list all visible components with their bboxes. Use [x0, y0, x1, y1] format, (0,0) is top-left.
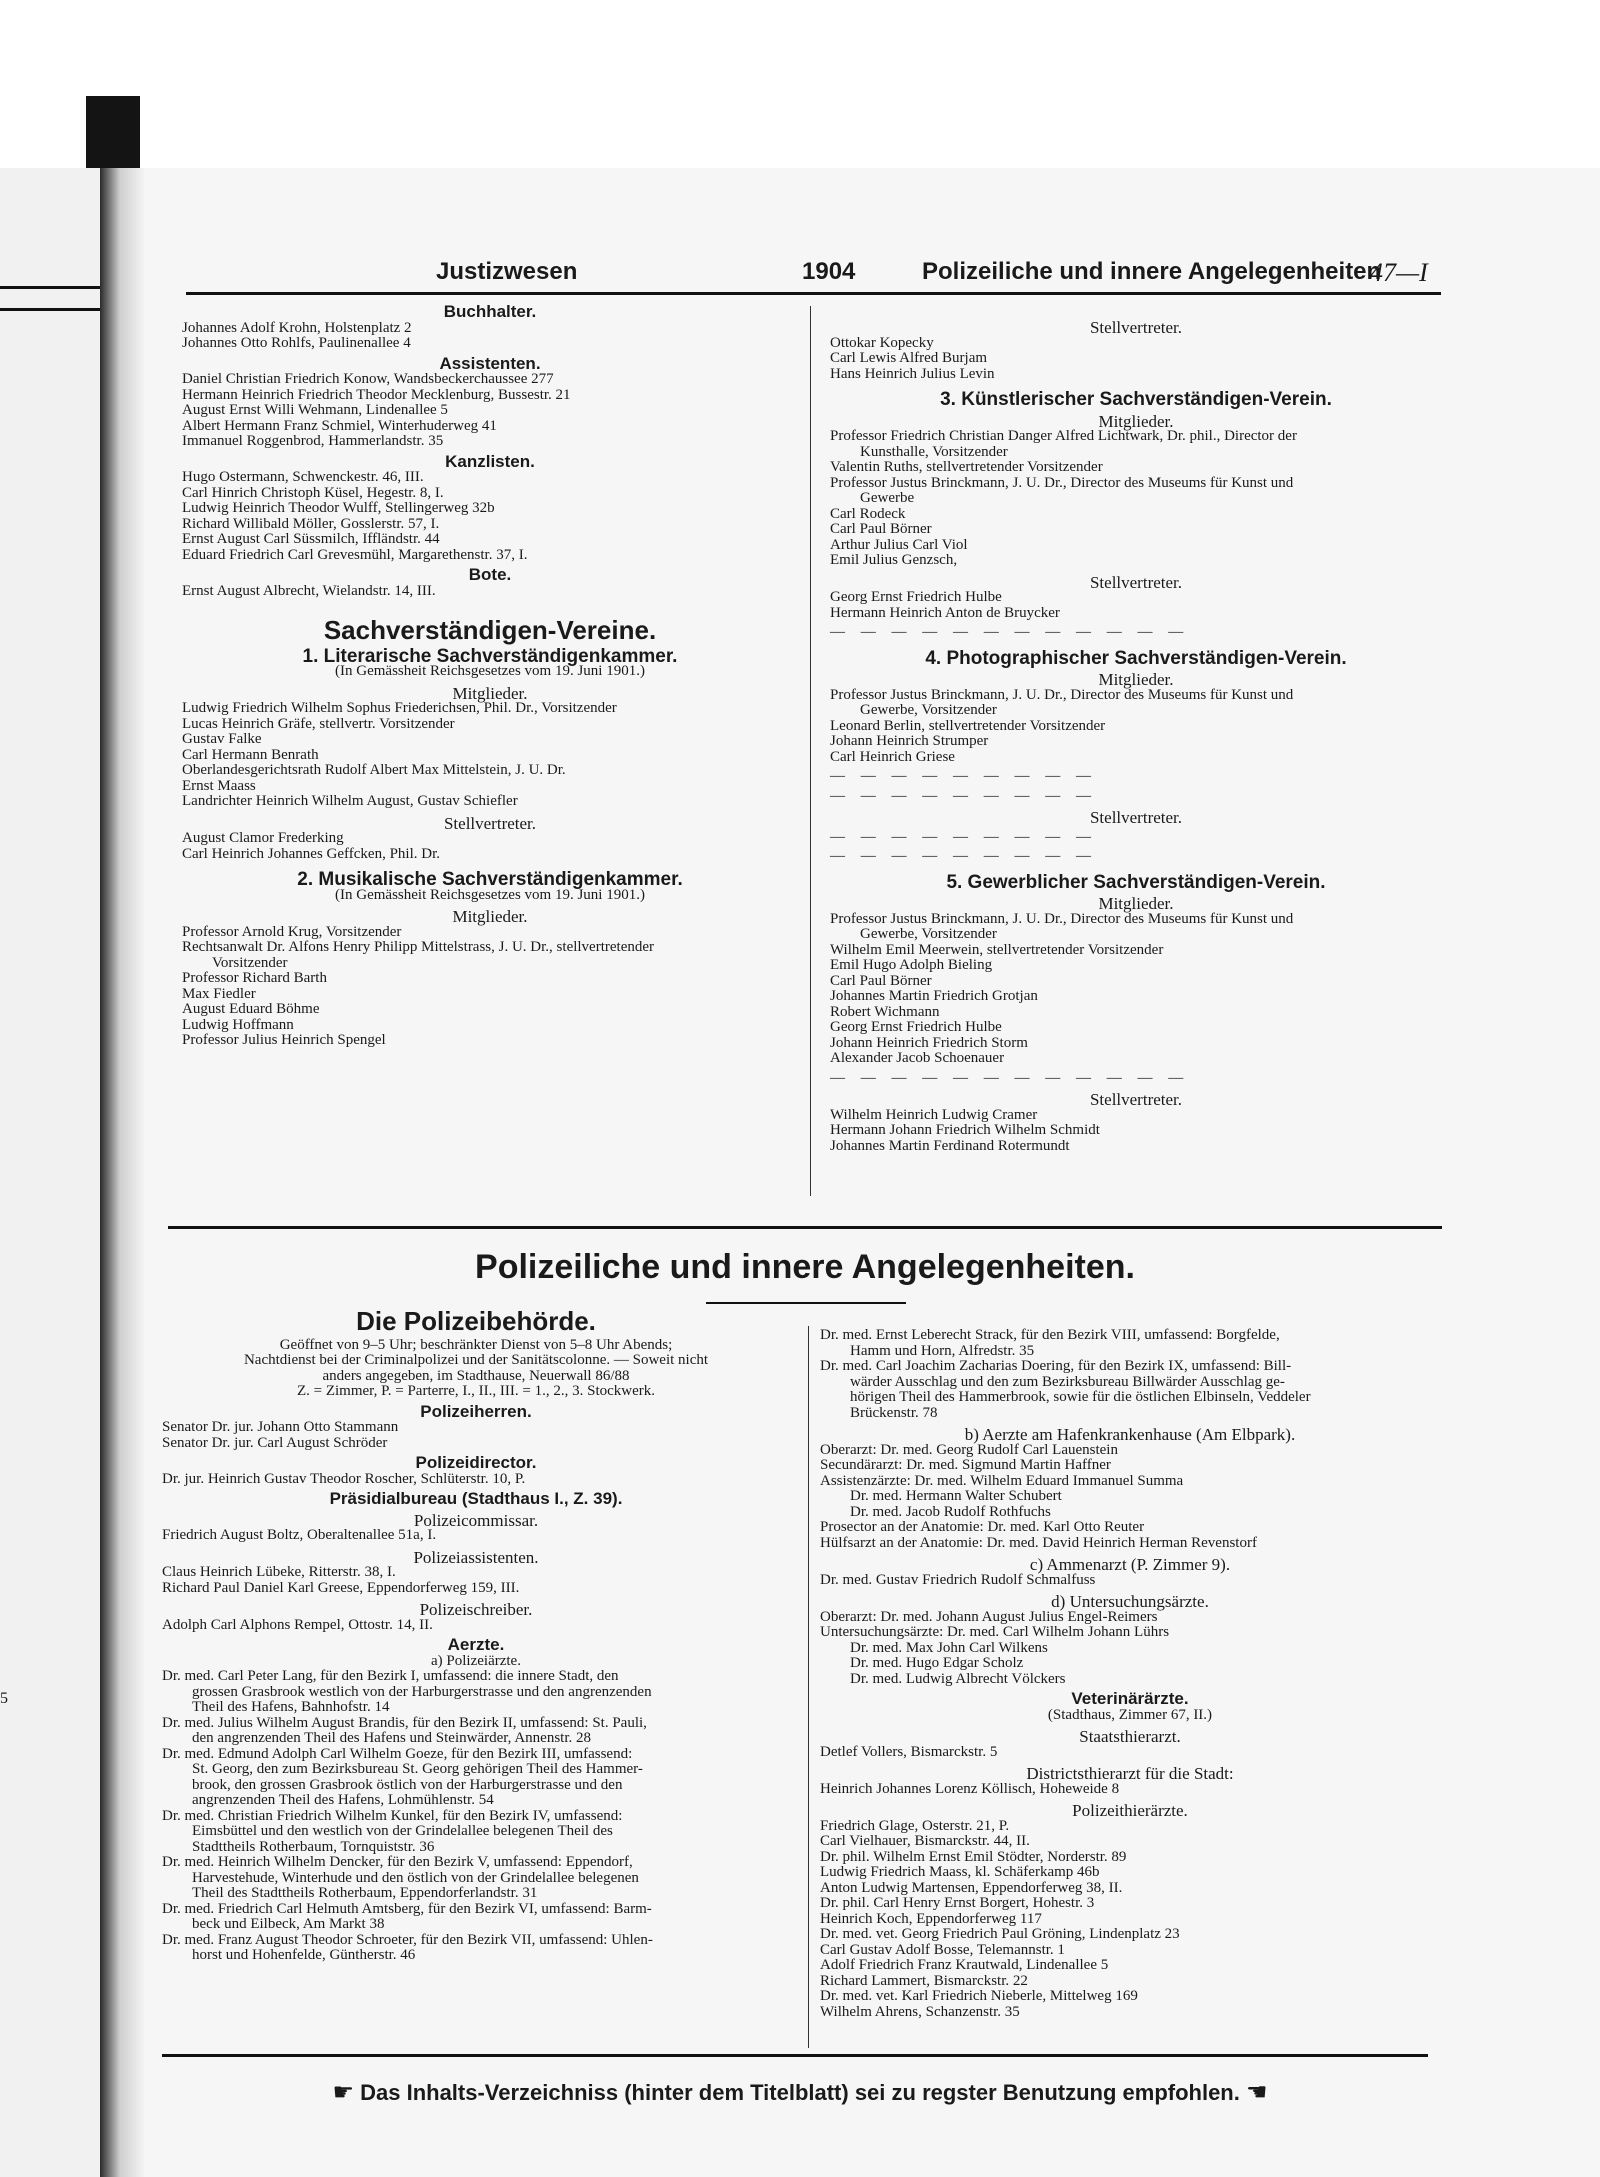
column-bottom-right [820, 1328, 1440, 2020]
entry-line: Albert Hermann Franz Schmiel, Winterhuderweg 41 [182, 417, 497, 434]
subheading: Mitglieder. [452, 683, 528, 703]
entry-line: Leonard Berlin, stellvertretender Vorsitzender [830, 717, 1106, 734]
subheading: Polizeischreiber. [419, 1600, 533, 1619]
entry-line: Anton Ludwig Martensen, Eppendorferweg 38, II. [820, 1879, 1123, 1896]
entry-line: Prosector an der Anatomie: Dr. med. Karl Otto Reuter [820, 1519, 1145, 1535]
entry-line: Dr. med. Hugo Edgar Scholz [850, 1655, 1024, 1671]
entry-line: Max Fiedler [182, 985, 256, 1002]
entry-line: Professor Friedrich Christian Danger Alfred Lichtwark, Dr. phil., Director der [830, 428, 1297, 444]
entry-line: Senator Dr. jur. Johann Otto Stammann [162, 1419, 399, 1435]
entry-line: Dr. med. Gustav Friedrich Rudolf Schmalfuss [820, 1571, 1096, 1588]
footer-text: Das Inhalts-Verzeichniss (hinter dem Titelblatt) sei zu regster Benutzung empfohlen. [360, 2080, 1240, 2105]
entry-line: Hugo Ostermann, Schwenckestr. 46, III. [182, 469, 424, 485]
entry-line: Daniel Christian Friedrich Konow, Wandsbeckerchaussee 277 [182, 371, 554, 387]
entry-line: Johannes Martin Ferdinand Rotermundt [830, 1137, 1070, 1154]
entry-line: Carl Gustav Adolf Bosse, Telemannstr. 1 [820, 1941, 1065, 1958]
entry-line: Dr. phil. Wilhelm Ernst Emil Stödter, Norderstr. 89 [820, 1848, 1127, 1865]
entry-line: — — — — — — — — — [830, 848, 1097, 864]
entry-line: angrenzenden Theil des Hafens, Lohmühlenstr. 54 [192, 1792, 494, 1808]
entry-line: August Eduard Böhme [182, 1001, 320, 1017]
section-heading: Polizeidirector. [415, 1453, 537, 1472]
entry-line: Oberarzt: Dr. med. Georg Rudolf Carl Lauenstein [820, 1441, 1118, 1458]
entry-line: Carl Rodeck [830, 505, 906, 522]
subheading: Districtsthierarzt für die Stadt: [1026, 1764, 1234, 1783]
entry-line: Untersuchungsärzte: Dr. med. Carl Wilhelm Johann Lührs [820, 1624, 1170, 1640]
entry-line: — — — — — — — — — [830, 787, 1097, 804]
entry-line: Gewerbe, Vorsitzender [860, 926, 997, 942]
section-heading: Sachverständigen-Vereine. [323, 615, 657, 645]
entry-line: Hermann Johann Friedrich Wilhelm Schmidt [830, 1122, 1100, 1138]
entry-line: Dr. jur. Heinrich Gustav Theodor Roscher, Schlüterstr. 10, P. [162, 1470, 526, 1487]
entry-line: Dr. med. vet. Georg Friedrich Paul Gröning, Lindenplatz 23 [820, 1926, 1180, 1942]
entry-line: Hermann Heinrich Friedrich Theodor Mecklenburg, Bussestr. 21 [182, 386, 571, 403]
entry-line: (In Gemässheit Reichsgesetzes vom 19. Juni 1901.) [335, 886, 645, 903]
entry-line: Lucas Heinrich Gräfe, stellvertr. Vorsitzender [182, 715, 455, 732]
entry-line: Ottokar Kopecky [830, 334, 934, 351]
left-page-rule [0, 308, 100, 311]
entry-line: — — — — — — — — — — — — [830, 1069, 1190, 1086]
entry-line: anders angegeben, im Stadthause, Neuerwall 86/88 [322, 1367, 630, 1384]
entry-line: Dr. med. Heinrich Wilhelm Dencker, für den Bezirk V, umfassend: Eppendorf, [162, 1854, 633, 1870]
column-separator [808, 1326, 809, 2048]
section-heading: 4. Photographischer Sachverständigen-Verein. [925, 647, 1347, 669]
entry-line: Johann Heinrich Strumper [830, 733, 989, 749]
entry-line: St. Georg, den zum Bezirksbureau St. Georg gehörigen Theil des Hammer- [192, 1761, 643, 1777]
entry-line: Hamm und Horn, Alfredstr. 35 [850, 1342, 1035, 1359]
entry-line: Secundärarzt: Dr. med. Sigmund Martin Haffner [820, 1457, 1111, 1473]
subheading: Staatsthierarzt. [1079, 1727, 1181, 1746]
entry-line: Johann Heinrich Friedrich Storm [830, 1034, 1028, 1051]
entry-line: grossen Grasbrook westlich von der Harburgerstrasse und den angrenzenden [192, 1683, 652, 1700]
entry-line: Richard Paul Daniel Karl Greese, Eppendorferweg 159, III. [162, 1579, 520, 1596]
section-heading: Polizeiherren. [420, 1401, 532, 1421]
entry-line: Carl Lewis Alfred Burjam [830, 350, 988, 366]
section-heading: Die Polizeibehörde. [356, 1306, 596, 1336]
section-heading: Präsidialbureau (Stadthaus I., Z. 39). [329, 1489, 623, 1508]
entry-line: Heinrich Koch, Eppendorferweg 117 [820, 1910, 1042, 1927]
entry-line: Professor Justus Brinckmann, J. U. Dr., Director des Museums für Kunst und [830, 910, 1294, 927]
subheading: Mitglieder. [1098, 894, 1174, 913]
entry-line: Arthur Julius Carl Viol [830, 536, 968, 553]
entry-line: Professor Justus Brinckmann, J. U. Dr., Director des Museums für Kunst und [830, 474, 1294, 491]
pointing-hand-left-icon: ☚ [1246, 2079, 1268, 2106]
entry-line: Senator Dr. jur. Carl August Schröder [162, 1434, 388, 1451]
entry-line: Dr. med. Ernst Leberecht Strack, für den Bezirk VIII, umfassend: Borgfelde, [820, 1327, 1280, 1343]
header-year: 1904 [802, 258, 856, 285]
entry-line: — — — — — — — — — [830, 828, 1097, 845]
entry-line: Wilhelm Heinrich Ludwig Cramer [830, 1106, 1038, 1123]
entry-line: Carl Vielhauer, Bismarckstr. 44, II. [820, 1833, 1030, 1849]
section-heading: 1. Literarische Sachverständigenkammer. [302, 645, 678, 667]
subheading: c) Ammenarzt (P. Zimmer 9). [1029, 1555, 1231, 1574]
entry-line: Dr. phil. Carl Henry Ernst Borgert, Hohestr. 3 [820, 1895, 1095, 1911]
entry-line: August Clamor Frederking [182, 830, 344, 846]
entry-line: Friedrich Glage, Osterstr. 21, P. [820, 1817, 1010, 1834]
entry-line: Hans Heinrich Julius Levin [830, 365, 995, 382]
column-top-right [830, 314, 1442, 1154]
entry-line: Johannes Martin Friedrich Grotjan [830, 988, 1038, 1004]
entry-line: Harvestehude, Winterhude und den östlich von der Grindelallee belegenen [192, 1869, 639, 1886]
entry-line: Adolph Carl Alphons Rempel, Ottostr. 14, II. [162, 1616, 433, 1633]
entry-line: beck und Eilbeck, Am Markt 38 [192, 1916, 385, 1932]
entry-line: Gewerbe, Vorsitzender [860, 702, 997, 718]
entry-line: (In Gemässheit Reichsgesetzes vom 19. Juni 1901.) [335, 663, 645, 679]
header-rule [186, 292, 1441, 295]
entry-line: Gustav Falke [182, 731, 262, 747]
entry-line: Dr. med. Edmund Adolph Carl Wilhelm Goeze, für den Bezirk III, umfassend: [162, 1745, 633, 1762]
entry-line: Carl Paul Börner [830, 972, 932, 989]
column-top-left [182, 300, 798, 1049]
entry-line: — — — — — — — — — [830, 768, 1097, 784]
entry-line: Richard Lammert, Bismarckstr. 22 [820, 1972, 1028, 1989]
entry-line: Dr. med. Carl Joachim Zacharias Doering, für den Bezirk IX, umfassend: Bill- [820, 1358, 1292, 1374]
book-spine-shadow [86, 96, 140, 168]
entry-line: Professor Justus Brinckmann, J. U. Dr., Director des Museums für Kunst und [830, 686, 1294, 703]
entry-line: brook, den grossen Grasbrook östlich von der Harburgerstrasse und den [192, 1776, 623, 1793]
entry-line: Theil des Stadttheils Rotherbaum, Eppendorferlandstr. 31 [192, 1885, 538, 1901]
section-heading: 3. Künstlerischer Sachverständigen-Verein. [940, 389, 1332, 410]
running-header [186, 258, 1441, 294]
entry-line: Heinrich Johannes Lorenz Köllisch, Hoheweide 8 [820, 1780, 1120, 1797]
entry-line: Wilhelm Ahrens, Schanzenstr. 35 [820, 2003, 1020, 2020]
entry-line: (Stadthaus, Zimmer 67, II.) [1047, 1706, 1213, 1723]
section-heading: Aerzte. [447, 1635, 505, 1654]
entry-line: Dr. med. Jacob Rudolf Rothfuchs [850, 1503, 1051, 1520]
entry-line: Immanuel Roggenbrod, Hammerlandstr. 35 [182, 433, 444, 449]
subheading: Mitglieder. [452, 907, 528, 926]
section-heading: Veterinärärzte. [1071, 1689, 1189, 1708]
entry-line: Ludwig Friedrich Maass, kl. Schäferkamp 46b [820, 1864, 1100, 1880]
entry-line: Georg Ernst Friedrich Hulbe [830, 1019, 1002, 1035]
entry-line: Ernst Maass [182, 777, 256, 794]
left-page-number: 5 [0, 1690, 8, 1707]
pointing-hand-right-icon: ☛ [332, 2079, 354, 2106]
subheading: Polizeicommissar. [413, 1510, 539, 1530]
entry-line: Richard Willibald Möller, Gosslerstr. 57, I. [182, 515, 440, 532]
footer-rule [162, 2054, 1428, 2057]
section-divider [168, 1226, 1442, 1229]
entry-line: Ludwig Heinrich Theodor Wulff, Stellingerweg 32b [182, 500, 495, 516]
entry-line: Georg Ernst Friedrich Hulbe [830, 589, 1002, 605]
subheading: Polizeithierärzte. [1072, 1801, 1188, 1820]
section-heading: 2. Musikalische Sachverständigenkammer. [297, 869, 683, 890]
entry-line: Oberlandesgerichtsrath Rudolf Albert Max Mittelstein, J. U. Dr. [182, 762, 566, 778]
header-left: Justizwesen [436, 258, 578, 285]
entry-line: Emil Julius Genzsch, [830, 552, 958, 568]
entry-line: Stadttheils Rotherbaum, Tornquiststr. 36 [192, 1838, 435, 1855]
entry-line: Dr. med. Carl Peter Lang, für den Bezirk I, umfassend: die innere Stadt, den [162, 1668, 619, 1684]
entry-line: Nachtdienst bei der Criminalpolizei und der Sanitätscolonne. — Soweit nicht [243, 1352, 709, 1368]
subheading: Stellvertreter. [1089, 318, 1183, 337]
entry-line: hörigen Theil des Hammerbrook, sowie für die östlichen Elbinseln, Veddeler [850, 1389, 1311, 1405]
entry-line: Carl Heinrich Griese [830, 748, 955, 765]
column-bottom-left [162, 1290, 790, 1964]
entry-line: Assistenzärzte: Dr. med. Wilhelm Eduard Immanuel Summa [820, 1472, 1184, 1489]
entry-line: Ludwig Friedrich Wilhelm Sophus Friederichsen, Phil. Dr., Vorsitzender [182, 700, 617, 716]
entry-line: Hermann Heinrich Anton de Bruycker [830, 604, 1060, 621]
entry-line: Dr. med. Christian Friedrich Wilhelm Kunkel, für den Bezirk IV, umfassend: [162, 1807, 623, 1824]
entry-line: Carl Hinrich Christoph Küsel, Hegestr. 8, I. [182, 484, 444, 501]
entry-line: Hülfsarzt an der Anatomie: Dr. med. David Heinrich Herman Revenstorf [820, 1534, 1257, 1551]
header-right: Polizeiliche und innere Angelegenheiten [922, 258, 1382, 285]
entry-line: Dr. med. Max John Carl Wilkens [850, 1639, 1048, 1656]
entry-line: Rechtsanwalt Dr. Alfons Henry Philipp Mittelstrass, J. U. Dr., stellvertretender [182, 939, 655, 955]
entry-line: Carl Heinrich Johannes Geffcken, Phil. Dr. [182, 845, 440, 862]
entry-line: Ernst August Carl Süssmilch, Iffländstr. 44 [182, 531, 440, 547]
section-heading: Buchhalter. [443, 302, 537, 321]
entry-line: Dr. med. Ludwig Albrecht Völckers [850, 1670, 1066, 1687]
entry-line: Eduard Friedrich Carl Grevesmühl, Margarethenstr. 37, I. [182, 546, 528, 563]
entry-line: Oberarzt: Dr. med. Johann August Julius Engel-Reimers [820, 1608, 1158, 1625]
subheading: Stellvertreter. [1089, 808, 1183, 827]
column-separator [810, 306, 811, 1196]
entry-line: Landrichter Heinrich Wilhelm August, Gustav Schiefler [182, 793, 518, 809]
entry-line: wärder Ausschlag und den zum Bezirksbureau Billwärder Ausschlag ge- [850, 1373, 1285, 1390]
entry-line: Z. = Zimmer, P. = Parterre, I., II., III. = 1., 2., 3. Stockwerk. [296, 1383, 656, 1399]
entry-line: Friedrich August Boltz, Oberaltenallee 51a, I. [162, 1527, 437, 1543]
entry-line: Theil des Hafens, Bahnhofstr. 14 [192, 1699, 390, 1715]
subheading: Mitglieder. [1098, 411, 1174, 431]
subheading: Stellvertreter. [1089, 1090, 1183, 1109]
entry-line: Detlef Vollers, Bismarckstr. 5 [820, 1743, 998, 1760]
subheading: Stellvertreter. [443, 813, 537, 833]
entry-line: Robert Wichmann [830, 1003, 940, 1020]
entry-line: Eimsbüttel und den westlich von der Grindelallee belegenen Theil des [192, 1823, 613, 1839]
entry-line: Alexander Jacob Schoenauer [830, 1050, 1005, 1066]
entry-line: Ludwig Hoffmann [182, 1016, 294, 1033]
entry-line: Johannes Adolf Krohn, Holstenplatz 2 [182, 319, 412, 336]
left-page-edge [0, 168, 100, 2177]
entry-line: Wilhelm Emil Meerwein, stellvertretender Vorsitzender [830, 941, 1164, 958]
entry-line: Adolf Friedrich Franz Krautwald, Lindenallee 5 [820, 1957, 1109, 1973]
footer-note [0, 2078, 1600, 2107]
entry-line: Carl Paul Börner [830, 521, 932, 537]
entry-line: Dr. med. Franz August Theodor Schroeter, für den Bezirk VII, umfassend: Uhlen- [162, 1931, 653, 1948]
section-heading: Bote. [468, 565, 512, 584]
subheading: d) Untersuchungsärzte. [1051, 1592, 1209, 1611]
entry-line: Brückenstr. 78 [850, 1404, 938, 1421]
entry-line: Valentin Ruths, stellvertretender Vorsitzender [830, 459, 1103, 475]
entry-line: Kunsthalle, Vorsitzender [860, 443, 1008, 460]
section-title: Polizeiliche und innere Angelegenheiten. [475, 1248, 1135, 1286]
entry-line: Emil Hugo Adolph Bieling [830, 957, 993, 973]
entry-line: Dr. med. Julius Wilhelm August Brandis, für den Bezirk II, umfassend: St. Pauli, [162, 1714, 647, 1731]
entry-line: a) Polizeiärzte. [431, 1652, 521, 1669]
entry-line: Professor Arnold Krug, Vorsitzender [182, 923, 402, 940]
entry-line: Johannes Otto Rohlfs, Paulinenallee 4 [182, 335, 411, 351]
entry-line: Professor Richard Barth [182, 970, 327, 986]
entry-line: Carl Hermann Benrath [182, 746, 319, 763]
subheading: Mitglieder. [1098, 670, 1174, 689]
entry-line: Dr. med. Hermann Walter Schubert [850, 1488, 1062, 1504]
entry-line: August Ernst Willi Wehmann, Lindenallee 5 [182, 402, 448, 418]
page-number: 47—I [1370, 258, 1428, 287]
book-spine [100, 168, 144, 2177]
entry-line: Geöffnet von 9–5 Uhr; beschränkter Dienst von 5–8 Uhr Abends; [279, 1336, 673, 1353]
entry-line: horst und Hohenfelde, Güntherstr. 46 [192, 1947, 416, 1963]
entry-line: den angrenzenden Theil des Hafens und Steinwärder, Annenstr. 28 [192, 1730, 592, 1746]
entry-line: Dr. med. vet. Karl Friedrich Nieberle, Mittelweg 169 [820, 1988, 1138, 2004]
section-heading: 5. Gewerblicher Sachverständigen-Verein. [946, 871, 1326, 893]
section-heading: Assistenten. [439, 353, 541, 373]
entry-line: — — — — — — — — — — — — [830, 624, 1190, 640]
subheading: Stellvertreter. [1089, 572, 1183, 592]
entry-line: Gewerbe [860, 490, 915, 506]
subheading: b) Aerzte am Hafenkrankenhause (Am Elbpark). [964, 1425, 1296, 1444]
entry-line: Professor Julius Heinrich Spengel [182, 1032, 386, 1048]
entry-line: Vorsitzender [212, 954, 288, 971]
section-heading: Kanzlisten. [445, 451, 535, 471]
entry-line: Claus Heinrich Lübeke, Ritterstr. 38, I. [162, 1564, 396, 1580]
subheading: Polizeiassistenten. [413, 1547, 539, 1567]
left-page-rule [0, 286, 100, 289]
entry-line: Ernst August Albrecht, Wielandstr. 14, III. [182, 582, 436, 599]
entry-line: Dr. med. Friedrich Carl Helmuth Amtsberg, für den Bezirk VI, umfassend: Barm- [162, 1900, 652, 1917]
